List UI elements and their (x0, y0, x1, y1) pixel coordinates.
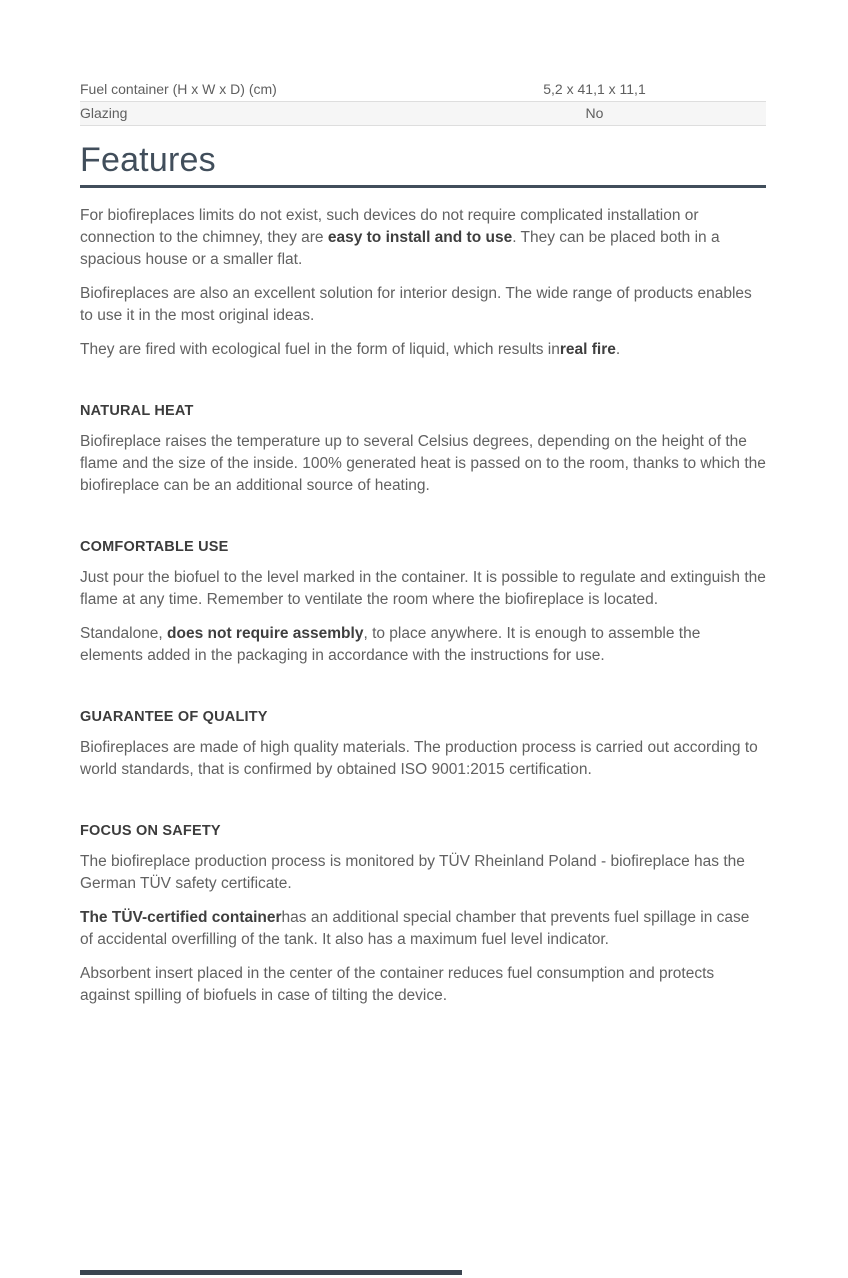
section-heading: NATURAL HEAT (80, 402, 194, 419)
document-page (0, 78, 848, 1007)
text-segment: They are fired with ecological fuel in the form of liquid, which results in (80, 340, 560, 358)
paragraph (80, 907, 766, 951)
paragraph (80, 283, 766, 327)
spec-value: 5,2 x 41,1 x 11,1 (423, 78, 766, 102)
spec-value: No (423, 102, 766, 126)
text-segment: . (615, 340, 621, 358)
spec-table (80, 78, 766, 126)
spec-row (80, 102, 766, 126)
text-segment: Biofireplace raises the temperature up to several Celsius degrees, depending on the height of the flame and the size of the inside. 100% generated heat is passed on to the room, thanks to which the biofireplace can be an additional source of heating. (80, 432, 766, 494)
text-segment: Absorbent insert placed in the center of the container reduces fuel consumption and protects against spilling of biofuels in case of tilting the device. (80, 964, 715, 1004)
text-segment: . They can be placed both in a spacious house or a smaller flat. (80, 228, 720, 268)
features-content (80, 188, 766, 1007)
section-heading: COMFORTABLE USE (80, 538, 229, 555)
section-heading: GUARANTEE OF QUALITY (80, 708, 268, 725)
text-segment: , to place anywhere. It is enough to assemble the elements added in the packaging in accordance with the instructions for use. (80, 624, 701, 664)
bold-text-segment: easy to install and to use (327, 228, 513, 246)
paragraph (80, 623, 766, 667)
text-segment: Just pour the biofuel to the level marked in the container. It is possible to regulate and extinguish the flame at any time. Remember to ventilate the room where the biofireplace is located. (80, 568, 766, 608)
paragraph (80, 963, 766, 1007)
spec-label: Fuel container (H x W x D) (cm) (80, 78, 423, 102)
bold-text-segment: does not require assembly (167, 624, 364, 642)
section-heading: FOCUS ON SAFETY (80, 822, 221, 839)
paragraph (80, 339, 766, 361)
bold-text-segment: real fire (559, 340, 616, 358)
spec-table-body (80, 78, 766, 126)
spec-row (80, 78, 766, 102)
paragraph (80, 851, 766, 895)
paragraph (80, 737, 766, 781)
spec-label: Glazing (80, 102, 423, 126)
text-segment: For biofireplaces limits do not exist, such devices do not require complicated installation or connection to the chimney, they are (80, 206, 699, 246)
bold-text-segment: The TÜV-certified container (80, 908, 282, 926)
text-segment: Biofireplaces are also an excellent solution for interior design. The wide range of products enables to use it in the most original ideas. (80, 284, 752, 324)
paragraph (80, 431, 766, 497)
text-segment: Standalone, (80, 624, 168, 642)
page-title: Features (80, 141, 216, 179)
paragraph (80, 567, 766, 611)
text-segment: Biofireplaces are made of high quality materials. The production process is carried out according to world standards, that is confirmed by obtained ISO 9001:2015 certification. (80, 738, 758, 778)
text-segment: has an additional special chamber that prevents fuel spillage in case of accidental overfilling of the tank. It also has a maximum fuel level indicator. (80, 908, 750, 948)
text-segment: The biofireplace production process is monitored by TÜV Rheinland Poland - biofireplace has the German TÜV safety certificate. (80, 852, 745, 892)
paragraph (80, 205, 766, 271)
cutoff-element-bar (80, 1270, 462, 1275)
